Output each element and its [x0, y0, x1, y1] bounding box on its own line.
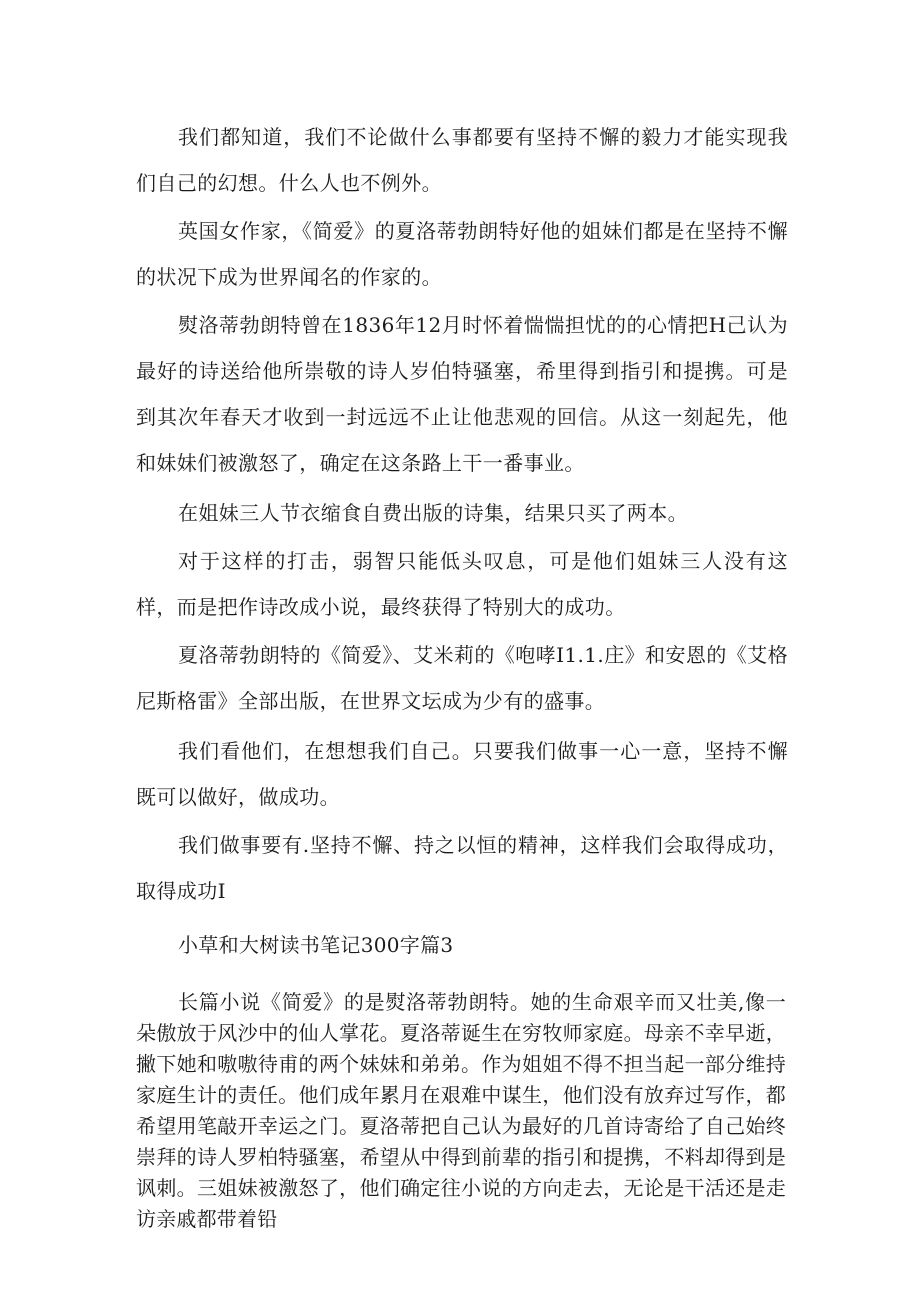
paragraph-4: 在姐妹三人节衣缩食自费出版的诗集，结果只买了两本。 — [178, 501, 688, 525]
paragraph-8: 我们做事要有.坚持不懈、持之以恒的精神，这样我们会取得成功，取得成功I — [136, 833, 788, 903]
paragraph-5: 对于这样的打击，弱智只能低头叹息，可是他们姐妹三人没有这样，而是把作诗改成小说，最终获得了特别大的成功。 — [136, 549, 788, 619]
paragraph-6: 夏洛蒂勃朗特的《简爱》、艾米莉的《咆哮I1.1.庄》和安恩的《艾格尼斯格雷》全部出版，在世界文坛成为少有的盛事。 — [136, 643, 788, 713]
paragraph-1: 我们都知道，我们不论做什么事都要有坚持不懈的毅力才能实现我们自己的幻想。什么人也不例外。 — [136, 125, 788, 195]
paragraph-7: 我们看他们，在想想我们自己。只要我们做事一心一意，坚持不懈既可以做好，做成功。 — [136, 739, 788, 809]
paragraph-3: 熨洛蒂勃朗特曾在1836年12月时怀着惴惴担忧的的心情把H己认为最好的诗送给他所崇敬的诗人岁伯特骚塞，希里得到指引和提携。可是到其次年春天才收到一封远远不止让他悲观的回信。从这一刻起先，他和妹妹们被激怒了，确定在这条路上干一番事业。 — [136, 313, 788, 475]
paragraph-2: 英国女作家，《简爱》的夏洛蒂勃朗特好他的姐妹们都是在坚持不懈的状况下成为世界闻名的作家的。 — [136, 219, 788, 289]
section-heading: 小草和大树读书笔记300字篇3 — [178, 933, 454, 957]
section-body-paragraph: 长篇小说《简爱》的是熨洛蒂勃朗特。她的生命艰辛而又壮美,像一朵傲放于风沙中的仙人掌花。夏洛蒂诞生在穷牧师家庭。母亲不幸早逝，撇下她和嗷嗷待甫的两个妹妹和弟弟。作为姐姐不得不担当起一部分维持家庭生计的责任。他们成年累月在艰难中谋生，他们没有放弃过写作，都希望用笔敲开幸运之门。夏洛蒂把自己认为最好的几首诗寄给了自己始终崇拜的诗人罗柏特骚塞，希望从中得到前辈的指引和提携，不料却得到是讽刺。三姐妹被激怒了，他们确定往小说的方向走去，无论是干活还是走访亲戚都带着铅 — [136, 990, 786, 1231]
